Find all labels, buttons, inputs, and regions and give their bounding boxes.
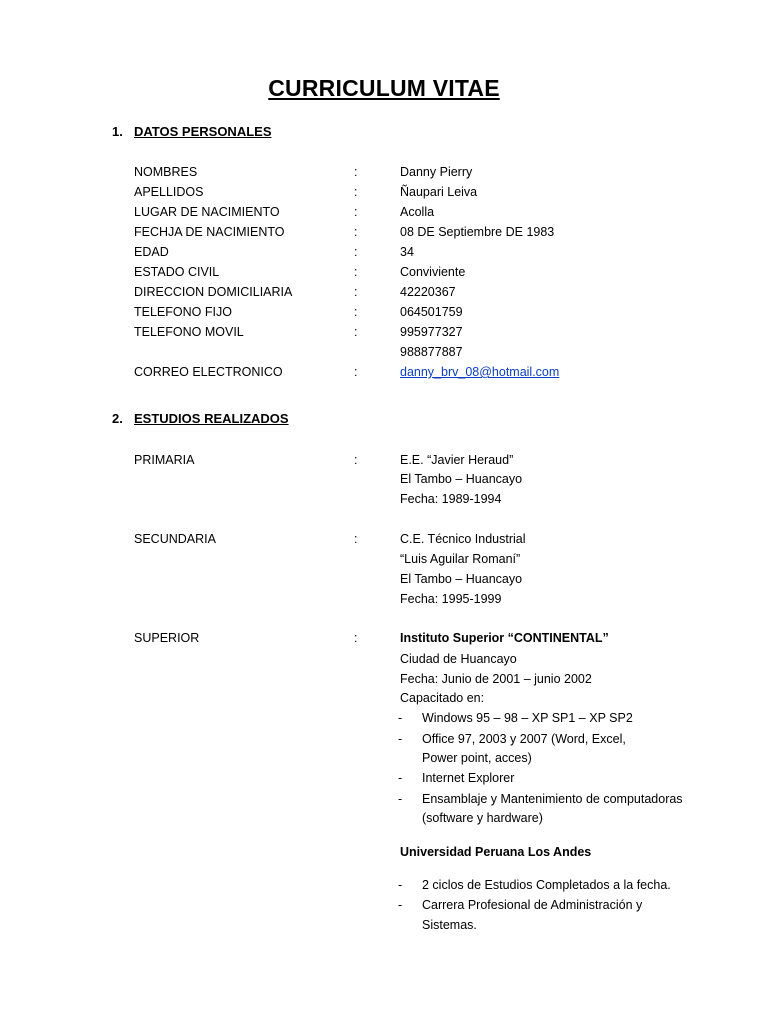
field-label: TELEFONO MOVIL <box>134 325 244 339</box>
primaria-line: E.E. “Javier Heraud” <box>400 453 514 467</box>
document-title: CURRICULUM VITAE <box>268 75 500 101</box>
bullet-item: Internet Explorer <box>422 771 515 785</box>
bullet-dash: - <box>398 878 403 892</box>
field-colon: : <box>354 453 358 467</box>
secundaria-line: “Luis Aguilar Romaní” <box>400 552 521 566</box>
field-colon: : <box>354 265 358 279</box>
secundaria-line: Fecha: 1995-1999 <box>400 592 502 606</box>
section-datos-personales <box>112 124 271 139</box>
field-label: TELEFONO FIJO <box>134 305 232 319</box>
bullet-item: 2 ciclos de Estudios Completados a la fecha. <box>422 878 671 892</box>
bullet-item-continuation: Sistemas. <box>422 918 477 932</box>
field-colon: : <box>354 365 358 379</box>
field-row-telefono-fijo <box>134 302 734 322</box>
university-name: Universidad Peruana Los Andes <box>400 845 592 859</box>
field-colon: : <box>354 305 358 319</box>
field-value: 34 <box>400 245 414 259</box>
bullet-dash: - <box>398 771 403 785</box>
field-colon: : <box>354 185 358 199</box>
field-value: Danny Pierry <box>400 165 473 179</box>
superior-line: Ciudad de Huancayo <box>400 652 517 666</box>
field-value: Acolla <box>400 205 435 219</box>
bullet-item: Ensamblaje y Mantenimiento de computadoras <box>422 792 683 806</box>
bullet-dash: - <box>398 732 403 746</box>
primaria-line: El Tambo – Huancayo <box>400 472 523 486</box>
study-label: PRIMARIA <box>134 453 195 467</box>
bullet-dash: - <box>398 792 403 806</box>
field-label: CORREO ELECTRONICO <box>134 365 283 379</box>
field-row-fecha-nacimiento <box>134 222 734 242</box>
primaria-line: Fecha: 1989-1994 <box>400 492 502 506</box>
field-colon: : <box>354 225 358 239</box>
field-colon: : <box>354 532 358 546</box>
field-value: 42220367 <box>400 285 456 299</box>
field-label: FECHJA DE NACIMIENTO <box>134 225 285 239</box>
email-link[interactable]: danny_brv_08@hotmail.com <box>400 365 560 379</box>
section-heading: DATOS PERSONALES <box>134 124 272 139</box>
section-estudios-realizados <box>112 411 289 426</box>
field-colon: : <box>354 205 358 219</box>
section-heading: ESTUDIOS REALIZADOS <box>134 411 289 426</box>
field-label: ESTADO CIVIL <box>134 265 220 279</box>
study-label: SUPERIOR <box>134 631 200 645</box>
field-label: EDAD <box>134 245 169 259</box>
field-row-correo <box>134 362 734 382</box>
bullet-item-continuation: (software y hardware) <box>422 811 543 825</box>
study-label: SECUNDARIA <box>134 532 216 546</box>
bullet-item: Carrera Profesional de Administración y <box>422 898 643 912</box>
field-row-edad <box>134 242 734 262</box>
field-label: NOMBRES <box>134 165 198 179</box>
field-value: Conviviente <box>400 265 466 279</box>
field-row-nombres <box>134 162 734 182</box>
field-row-estado-civil <box>134 262 734 282</box>
field-value: 995977327 <box>400 325 463 339</box>
field-value: 08 DE Septiembre DE 1983 <box>400 225 555 239</box>
superior-line: Fecha: Junio de 2001 – junio 2002 <box>400 672 592 686</box>
field-label: LUGAR DE NACIMIENTO <box>134 205 280 219</box>
bullet-dash: - <box>398 898 403 912</box>
field-colon: : <box>354 631 358 645</box>
secundaria-line: El Tambo – Huancayo <box>400 572 523 586</box>
field-colon: : <box>354 165 358 179</box>
field-row-telefono-movil-2 <box>134 342 734 362</box>
secundaria-line: C.E. Técnico Industrial <box>400 532 526 546</box>
bullet-item: Windows 95 – 98 – XP SP1 – XP SP2 <box>422 711 633 725</box>
superior-line: Capacitado en: <box>400 691 485 705</box>
field-row-telefono-movil <box>134 322 734 342</box>
field-colon: : <box>354 245 358 259</box>
field-row-direccion <box>134 282 734 302</box>
field-label: DIRECCION DOMICILIARIA <box>134 285 293 299</box>
section-number: 1. <box>112 124 123 139</box>
field-row-apellidos <box>134 182 734 202</box>
bullet-item-continuation: Power point, acces) <box>422 751 532 765</box>
bullet-item: Office 97, 2003 y 2007 (Word, Excel, <box>422 732 626 746</box>
section-number: 2. <box>112 411 123 426</box>
field-row-lugar-nacimiento <box>134 202 734 222</box>
field-colon: : <box>354 285 358 299</box>
bullet-dash: - <box>398 711 403 725</box>
institution-name: Instituto Superior “CONTINENTAL” <box>400 631 609 645</box>
field-label: APELLIDOS <box>134 185 204 199</box>
field-value: 988877887 <box>400 345 463 359</box>
field-value: Ñaupari Leiva <box>400 185 478 199</box>
field-value: 064501759 <box>400 305 463 319</box>
field-colon: : <box>354 325 358 339</box>
